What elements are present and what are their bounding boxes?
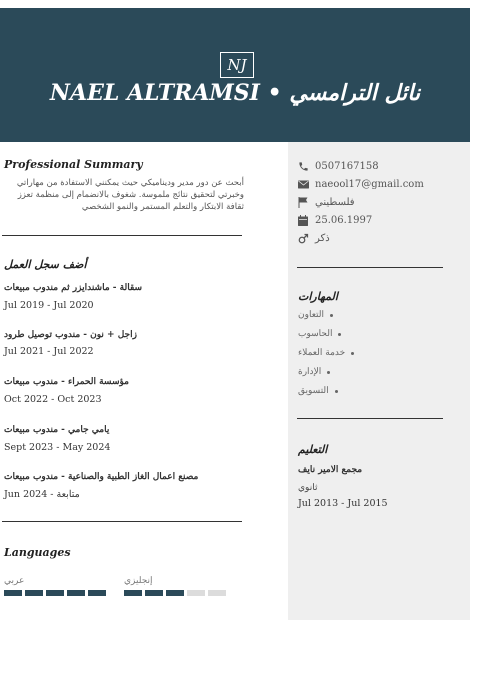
job-date: Jun 2024 - متابعة — [4, 489, 80, 500]
skills-title: المهارات — [298, 290, 338, 303]
job-date: Jul 2019 - Jul 2020 — [4, 300, 94, 311]
skill-item: خدمة العملاء — [298, 348, 354, 358]
header-banner — [0, 8, 470, 142]
summary-title: Professional Summary — [4, 158, 143, 171]
job-title: زاجل + نون - مندوب توصيل طرود — [4, 330, 137, 340]
languages-title: Languages — [4, 546, 71, 559]
envelope-icon — [297, 178, 309, 190]
contact-birthdate — [297, 212, 372, 228]
skill-item: التسويق — [298, 386, 338, 396]
email-text: naeool17@gmail.com — [315, 178, 424, 190]
language-level-segment — [67, 590, 85, 596]
skill-item: التعاون — [298, 310, 333, 320]
monogram: NJ — [220, 52, 254, 78]
language-name: إنجليزي — [124, 576, 153, 586]
language-level-bar — [124, 590, 226, 596]
main-divider — [2, 521, 242, 522]
language-level-segment — [208, 590, 226, 596]
experience-title: أضف سجل العمل — [4, 258, 87, 271]
language-level-segment — [46, 590, 64, 596]
country-text: فلسطيني — [315, 196, 355, 208]
language-level-segment — [4, 590, 22, 596]
language-name: عربي — [4, 576, 25, 586]
language-level-segment — [145, 590, 163, 596]
education-degree: ثانوي — [298, 483, 318, 493]
job-title: مؤسسة الحمراء - مندوب مبيعات — [4, 377, 129, 387]
language-level-segment — [166, 590, 184, 596]
skill-item: الحاسوب — [298, 329, 341, 339]
contact-country — [297, 194, 355, 210]
calendar-icon — [297, 214, 309, 226]
job-date: Jul 2021 - Jul 2022 — [4, 346, 94, 357]
job-date: Oct 2022 - Oct 2023 — [4, 394, 102, 405]
job-date: Sept 2023 - May 2024 — [4, 442, 111, 453]
birthdate-text: 25.06.1997 — [315, 214, 373, 226]
gender-text: ذكر — [315, 232, 330, 244]
language-level-segment — [25, 590, 43, 596]
flag-icon — [297, 196, 309, 208]
job-title: سقالة - ماشندايزر ثم مندوب مبيعات — [4, 283, 143, 293]
education-school: مجمع الامير نايف — [298, 465, 363, 475]
education-title: التعليم — [298, 443, 328, 456]
gender-icon — [297, 232, 309, 244]
main-divider — [2, 235, 242, 236]
phone-text: 0507167158 — [315, 160, 379, 172]
contact-email — [297, 176, 424, 192]
skill-item: الإدارة — [298, 367, 330, 377]
job-title: مصنع اعمال الغاز الطبية والصناعية - مندوب مبيعات — [4, 472, 199, 482]
contact-gender — [297, 230, 330, 246]
language-level-segment — [124, 590, 142, 596]
phone-icon — [297, 160, 309, 172]
sidebar-divider — [297, 267, 443, 268]
education-date: Jul 2013 - Jul 2015 — [298, 498, 388, 509]
contact-phone — [297, 158, 379, 174]
language-level-bar — [4, 590, 106, 596]
sidebar-divider — [297, 418, 443, 419]
language-level-segment — [88, 590, 106, 596]
full-name: NAEL ALTRAMSI • نائل الترامسي — [49, 80, 421, 106]
summary-text: أبحث عن دور مدير وديناميكي حيث يمكنني الاستفادة من مهاراتي وخبرتي لتحقيق نتائج ملموسة. شغوف بالانضمام إلى منظمة تعزز ثقافة الابتكار والتعلم المستمر والنمو الشخصي — [16, 178, 244, 212]
language-level-segment — [187, 590, 205, 596]
job-title: يامي جامي - مندوب مبيعات — [4, 425, 110, 435]
